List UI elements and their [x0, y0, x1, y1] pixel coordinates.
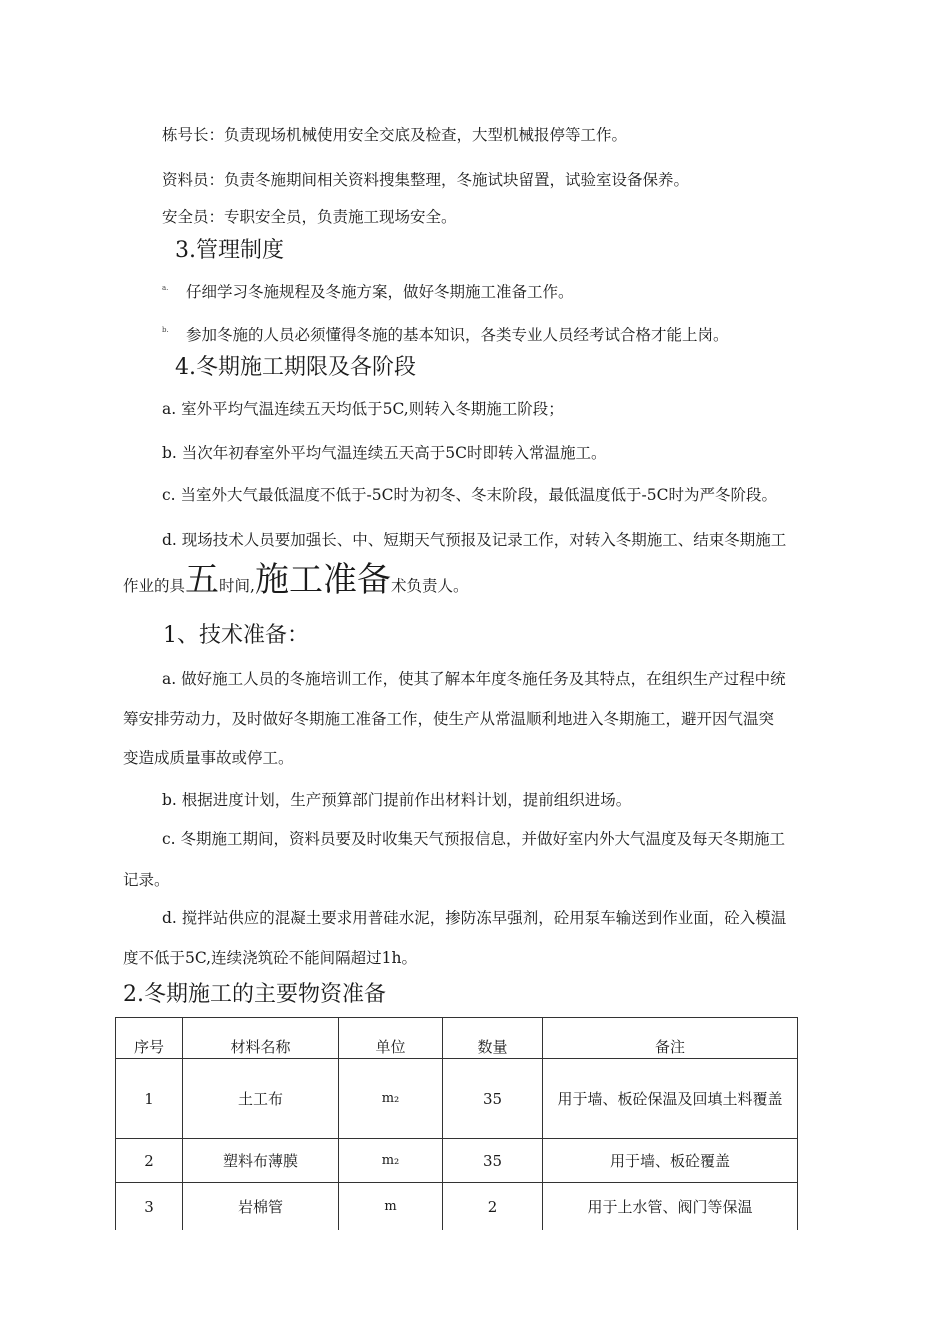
- tech-prep-d-line2: 度不低于5C,连续浇筑砼不能间隔超过1h。: [123, 949, 417, 967]
- table-row: [116, 1183, 798, 1232]
- header-unit: 单位: [339, 1018, 443, 1059]
- cell-qty: 2: [443, 1183, 543, 1232]
- cell-unit: m: [339, 1183, 443, 1232]
- item-d-line2-big-prep: 施工准备: [254, 560, 391, 600]
- header-note: 备注: [543, 1018, 798, 1059]
- tech-prep-d-line1: d. 搅拌站供应的混凝土要求用普硅水泥，掺防冻早强剂，砼用泵车输送到作业面，砼入模温: [162, 909, 787, 927]
- tech-prep-heading: 1、技术准备：: [163, 623, 309, 648]
- tech-prep-a-line2: 筹安排劳动力，及时做好冬期施工准备工作，使生产从常温顺利地进入冬期施工，避开因气温突: [123, 710, 775, 728]
- cell-note: 用于墙、板砼保温及回填土料覆盖: [543, 1059, 798, 1139]
- role-data-clerk: 资料员：负责冬施期间相关资料搜集整理，冬施试块留置，试验室设备保养。: [162, 171, 690, 189]
- materials-heading: 2.冬期施工的主要物资准备: [123, 982, 386, 1007]
- materials-table: [115, 1017, 798, 1232]
- cell-unit: m₂: [339, 1059, 443, 1139]
- table-row: [116, 1059, 798, 1139]
- cell-unit: m₂: [339, 1139, 443, 1183]
- cell-qty: 35: [443, 1139, 543, 1183]
- header-qty: 数量: [443, 1018, 543, 1059]
- header-name: 材料名称: [183, 1018, 339, 1059]
- section3-heading: 3.管理制度: [175, 238, 284, 263]
- section4-item-a: a. 室外平均气温连续五天均低于5C,则转入冬期施工阶段；: [162, 400, 564, 418]
- cell-name: 塑料布薄膜: [183, 1139, 339, 1183]
- role-building-lead: 栋号长：负责现场机械使用安全交底及检查，大型机械报停等工作。: [162, 126, 628, 144]
- item-d-line2-part-c: 术负责人。: [390, 577, 469, 595]
- section4-item-c: c. 当室外大气最低温度不低于-5C时为初冬、冬末阶段，最低温度低于-5C时为严冬阶段。: [162, 486, 777, 504]
- cell-name: 土工布: [183, 1059, 339, 1139]
- section4-item-d-line2: [123, 560, 468, 606]
- section3-item-a: 仔细学习冬施规程及冬施方案，做好冬期施工准备工作。: [186, 283, 574, 301]
- section4-item-d-line1: d. 现场技术人员要加强长、中、短期天气预报及记录工作，对转入冬期施工、结束冬期施工: [162, 531, 787, 549]
- section3-item-b: 参加冬施的人员必须懂得冬施的基本知识，各类专业人员经考试合格才能上岗。: [186, 326, 729, 344]
- cell-no: 3: [116, 1183, 183, 1232]
- role-safety-officer: 安全员：专职安全员，负责施工现场安全。: [162, 208, 457, 226]
- table-header-row: [116, 1018, 798, 1059]
- cell-no: 1: [116, 1059, 183, 1139]
- tech-prep-a-line1: a. 做好施工人员的冬施培训工作，使其了解本年度冬施任务及其特点，在组织生产过程中统: [162, 670, 786, 688]
- table-row: [116, 1139, 798, 1183]
- item-d-line2-part-a: 作业的具: [123, 577, 186, 595]
- tech-prep-b: b. 根据进度计划，生产预算部门提前作出材料计划，提前组织进场。: [162, 791, 632, 809]
- tech-prep-c-line1: c. 冬期施工期间，资料员要及时收集天气预报信息，并做好室内外大气温度及每天冬期施工: [162, 830, 786, 848]
- page-bottom-margin: [0, 1230, 950, 1344]
- cell-note: 用于上水管、阀门等保温: [543, 1183, 798, 1232]
- cell-name: 岩棉管: [183, 1183, 339, 1232]
- section4-item-b: b. 当次年初春室外平均气温连续五天高于5C时即转入常温施工。: [162, 444, 607, 462]
- tech-prep-c-line2: 记录。: [123, 871, 170, 889]
- cell-note: 用于墙、板砼覆盖: [543, 1139, 798, 1183]
- section4-heading: 4.冬期施工期限及各阶段: [175, 355, 416, 380]
- section3-item-b-marker: b.: [162, 326, 169, 334]
- cell-no: 2: [116, 1139, 183, 1183]
- cell-qty: 35: [443, 1059, 543, 1139]
- header-no: 序号: [116, 1018, 183, 1059]
- section3-item-a-marker: a.: [162, 284, 169, 292]
- tech-prep-a-line3: 变造成质量事故或停工。: [123, 749, 294, 767]
- item-d-line2-big-five: 五: [185, 560, 220, 600]
- item-d-line2-part-b: 时间,: [219, 577, 255, 595]
